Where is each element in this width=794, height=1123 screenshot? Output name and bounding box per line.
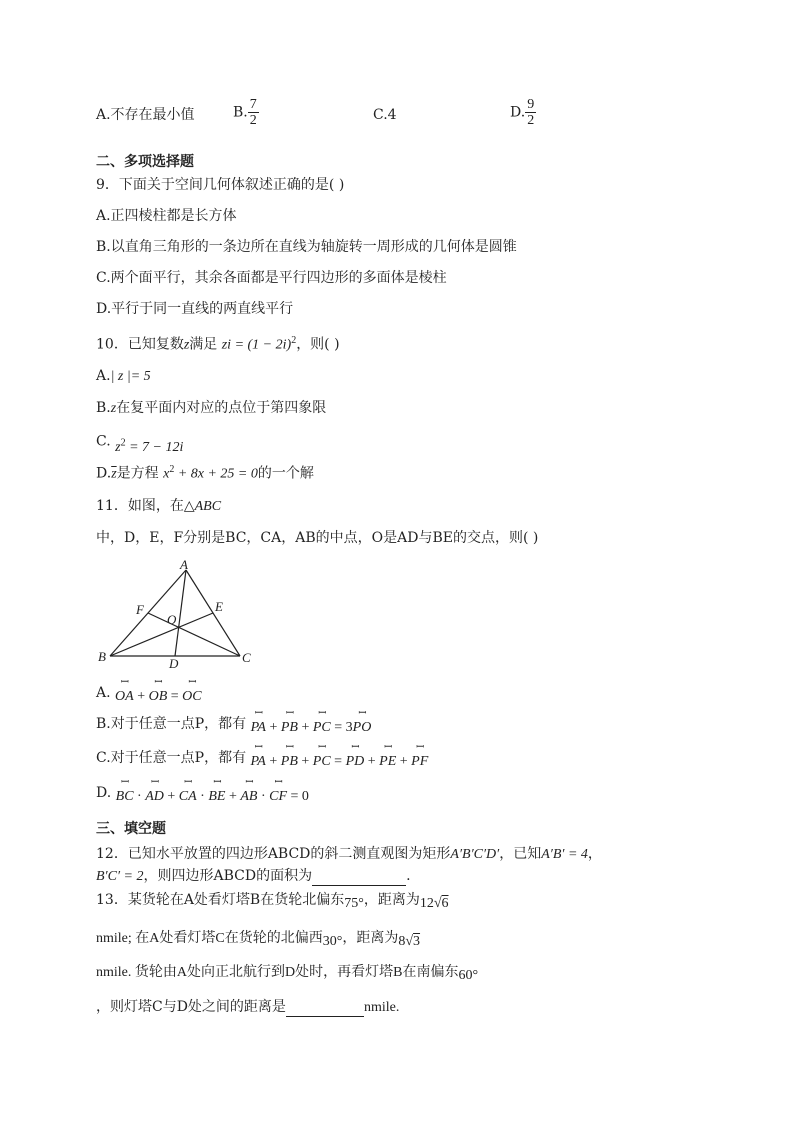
q13-text: ，距离为 xyxy=(363,892,420,908)
q11-option-a-math xyxy=(115,689,202,704)
q13-distance-b: 12√6 xyxy=(419,896,449,911)
median-ad xyxy=(175,570,186,656)
vector-ca: ꟷ CA xyxy=(179,788,197,806)
operator: + xyxy=(225,789,241,804)
operator: + xyxy=(396,754,412,769)
vector-pc: ꟷ PC xyxy=(313,719,331,737)
label-a: A xyxy=(180,558,188,572)
q13-line4 xyxy=(96,998,399,1017)
q13-text: nmile; 在A处看灯塔C在货轮的北偏西 xyxy=(96,931,323,946)
q11-option-b xyxy=(96,715,371,734)
q12-line1 xyxy=(96,845,602,864)
vector-pa: ꟷ PA xyxy=(251,719,266,737)
q13-distance-c-coef: 8 xyxy=(398,934,406,949)
q8-option-b xyxy=(233,97,259,128)
label-o: O xyxy=(167,612,177,627)
q10-stem-text: 满足 xyxy=(189,336,218,353)
vector-cf: ꟷ CF xyxy=(269,788,287,806)
q10-option-d xyxy=(96,461,314,484)
q10-option-b xyxy=(96,399,326,418)
operator: · xyxy=(133,789,146,804)
q10-option-b-text: 在复平面内对应的点位于第四象限 xyxy=(116,400,327,416)
q11-option-c-math xyxy=(251,754,429,769)
q9-option-b: B.以直角三角形的一条边所在直线为轴旋转一周形成的几何体是圆锥 xyxy=(96,239,517,255)
q9-option-d: D.平行于同一直线的两直线平行 xyxy=(96,301,294,317)
q10-option-c xyxy=(96,429,184,455)
q13-angle-75: 75° xyxy=(344,896,364,911)
operator: + xyxy=(297,754,313,769)
q8-option-b-fraction xyxy=(248,97,259,128)
operator: = xyxy=(330,754,346,769)
q10-variable-z: z xyxy=(183,337,190,353)
q10-option-c-math: = 7 − 12i xyxy=(125,439,184,455)
q10-option-a-math: | z |= 5 xyxy=(110,369,151,384)
operator: = 3 xyxy=(330,720,353,735)
q8-option-d-label: D. xyxy=(510,104,526,121)
q13-angle-30: 30° xyxy=(322,934,343,949)
section-title-fill-in: 三、填空题 xyxy=(96,821,166,837)
q10-option-c-exponent: 2 xyxy=(120,437,126,448)
vector-pb: ꟷ PB xyxy=(281,753,298,771)
q8-option-b-numerator: 7 xyxy=(249,97,257,112)
q11-option-c-text: C.对于任意一点P，都有 xyxy=(96,750,247,766)
q8-option-d-numerator: 9 xyxy=(527,97,535,112)
q11-option-c xyxy=(96,749,428,768)
operator: + xyxy=(364,754,380,769)
label-c: C xyxy=(242,650,251,665)
vector-pc: ꟷ PC xyxy=(313,753,331,771)
q11-option-b-text: B.对于任意一点P，都有 xyxy=(96,716,247,732)
q13-text: nmile. 货轮由A处向正北航行到D处时，再看灯塔B在南偏东 xyxy=(96,965,459,980)
vector-pb: ꟷ PB xyxy=(281,719,298,737)
q11-option-d xyxy=(96,784,309,803)
vector-oc: ꟷ OC xyxy=(182,688,201,706)
operator: + xyxy=(297,720,313,735)
q10-option-d-conjugate-z: $\overline{z}$ xyxy=(111,466,117,482)
q12-text: . xyxy=(406,868,411,884)
vector-pf: ꟷ PF xyxy=(411,753,428,771)
q11-stem-line2: 中，D，E，F分别是BC，CA，AB的中点，O是AD与BE的交点，则( ) xyxy=(96,530,539,546)
q13-line2 xyxy=(96,929,420,948)
q9-stem: 9．下面关于空间几何体叙述正确的是( ) xyxy=(96,177,345,193)
q12-rectangle: A′B′C′D′ xyxy=(450,847,500,862)
operator: = 0 xyxy=(287,789,309,804)
operator: · xyxy=(196,789,209,804)
operator: = xyxy=(167,689,183,704)
q13-text: ，则灯塔C与D处之间的距离是 xyxy=(96,999,286,1015)
q12-text: 12．已知水平放置的四边形ABCD的斜二测直观图为矩形 xyxy=(96,846,451,862)
q11-option-d-label: D. xyxy=(96,785,112,801)
operator: + xyxy=(265,754,281,769)
q13-text: ，距离为 xyxy=(342,930,399,946)
q12-bc-length: B′C′ = 2 xyxy=(96,869,144,884)
q11-triangle-figure xyxy=(95,558,265,674)
q10-option-b-label: B. xyxy=(96,400,111,416)
q12-text: ， xyxy=(587,846,602,862)
q8-option-b-label: B. xyxy=(233,104,248,121)
q10-option-d-equation: + 8x + 25 = 0 xyxy=(174,466,258,482)
operator: + xyxy=(163,789,179,804)
q8-option-d-denominator: 2 xyxy=(527,113,535,128)
q13-distance-b-coef: 12 xyxy=(419,896,434,911)
q8-option-c: C.4 xyxy=(373,107,397,123)
q12-ab-length: A′B′ = 4 xyxy=(541,847,588,862)
label-e: E xyxy=(215,599,223,614)
q13-line3 xyxy=(96,963,478,982)
vector-pd: ꟷ PD xyxy=(346,753,365,771)
q12-line2 xyxy=(96,867,411,886)
label-f: F xyxy=(136,602,144,617)
q11-option-b-math xyxy=(251,720,372,735)
q11-stem-line1 xyxy=(96,497,221,516)
q8-option-d-fraction xyxy=(525,97,536,128)
q13-distance-b-radicand: 6 xyxy=(441,896,449,911)
q8-option-d xyxy=(510,97,536,128)
q10-option-a xyxy=(96,367,151,386)
operator: + xyxy=(265,720,281,735)
q12-text: ，则四边形ABCD的面积为 xyxy=(143,868,313,884)
q10-variable-z: z xyxy=(110,401,117,416)
vector-pe: ꟷ PE xyxy=(379,753,396,771)
vector-pa: ꟷ PA xyxy=(251,753,266,771)
q11-stem-text: 11．如图，在 xyxy=(96,498,184,514)
q11-option-d-math xyxy=(116,789,309,804)
q10-option-c-label: C. xyxy=(96,433,111,450)
q9-option-a: A.正四棱柱都是长方体 xyxy=(96,208,237,224)
q10-stem-text: ，则( ) xyxy=(296,336,340,353)
vector-ad: ꟷ AD xyxy=(145,788,164,806)
label-b: B xyxy=(98,649,106,664)
q11-triangle: △ABC xyxy=(183,499,222,514)
vector-po: ꟷ PO xyxy=(353,719,372,737)
operator: + xyxy=(133,689,149,704)
q10-option-d-equation: x xyxy=(163,466,170,482)
q10-equation: zi = (1 − 2i) xyxy=(221,337,292,353)
vector-oa: ꟷ OA xyxy=(115,688,134,706)
vector-bc: ꟷ BC xyxy=(116,788,134,806)
q10-option-c-math: z xyxy=(115,439,121,455)
q13-text: 13．某货轮在A处看灯塔B在货轮北偏东 xyxy=(96,892,345,908)
q12-text: ，已知 xyxy=(499,846,542,862)
q11-option-a xyxy=(96,684,202,703)
section-title-multiple-choice: 二、多项选择题 xyxy=(96,154,194,170)
q10-option-a-label: A. xyxy=(96,368,111,384)
q10-stem xyxy=(96,332,340,355)
q11-option-a-label: A. xyxy=(96,685,111,701)
vector-ab: ꟷ AB xyxy=(240,788,257,806)
label-d: D xyxy=(169,656,179,671)
q10-option-d-label: D. xyxy=(96,465,112,482)
q8-option-b-denominator: 2 xyxy=(249,113,257,128)
q10-equation-exponent: 2 xyxy=(291,335,297,346)
q8-option-a: A.不存在最小值 xyxy=(96,107,195,123)
q13-distance-c-radicand: 3 xyxy=(413,934,421,949)
q12-answer-blank[interactable] xyxy=(312,871,406,886)
q13-answer-blank[interactable] xyxy=(286,1002,364,1017)
q13-angle-60: 60° xyxy=(458,968,479,983)
q10-stem-text: 10．已知复数 xyxy=(96,336,184,353)
vector-be: ꟷ BE xyxy=(208,788,225,806)
q9-option-c: C.两个面平行，其余各面都是平行四边形的多面体是棱柱 xyxy=(96,270,447,286)
q13-text: nmile. xyxy=(363,1000,400,1015)
vector-ob: ꟷ OB xyxy=(149,688,168,706)
q10-option-d-text: 的一个解 xyxy=(257,465,314,482)
q10-option-d-text: 是方程 xyxy=(116,465,159,482)
q13-distance-c: 8√3 xyxy=(398,934,421,949)
q10-option-d-exponent: 2 xyxy=(169,464,175,475)
operator: · xyxy=(257,789,270,804)
q13-line1 xyxy=(96,891,449,910)
